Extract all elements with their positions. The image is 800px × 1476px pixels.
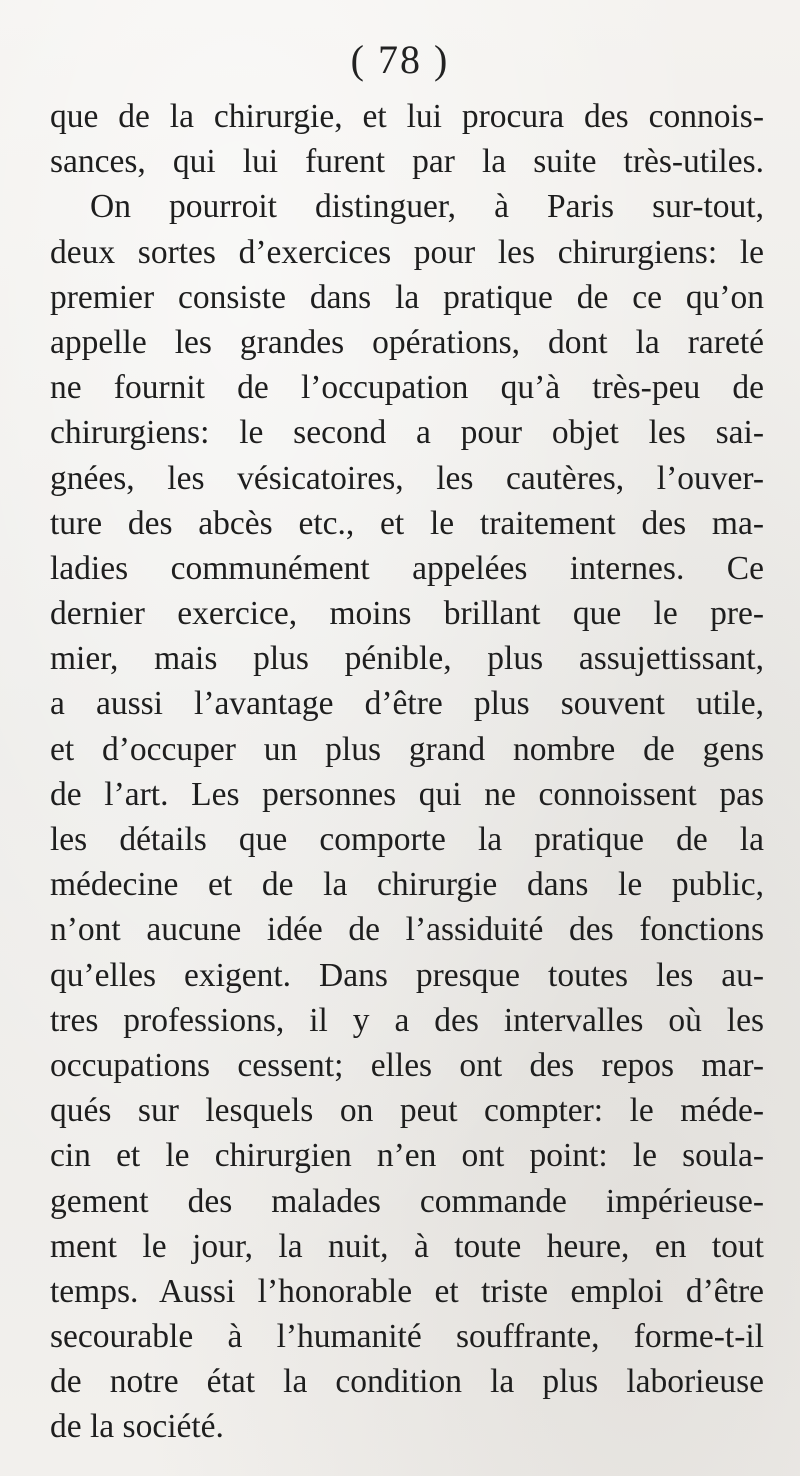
text-line: secourable à l’humanité souffrante, forme-t-il (50, 1318, 764, 1356)
text-line: et d’occuper un plus grand nombre de gens (50, 730, 764, 768)
text-line: de notre état la condition la plus laborieuse (50, 1363, 764, 1401)
text-line: les détails que comporte la pratique de la (50, 821, 764, 858)
text-line: médecine et de la chirurgie dans le public, (50, 866, 764, 904)
text-line: gnées, les vésicatoires, les cautères, l’ouver- (50, 459, 764, 497)
text-line: chirurgiens: le second a pour objet les sai- (50, 414, 764, 452)
text-line: ment le jour, la nuit, à toute heure, en tout (50, 1227, 764, 1265)
text-line: mier, mais plus pénible, plus assujettissant, (50, 640, 764, 678)
text-line: premier consiste dans la pratique de ce qu’on (50, 278, 764, 316)
text-line: qu’elles exigent. Dans presque toutes les au- (50, 956, 764, 994)
text-line: ture des abcès etc., et le traitement des ma- (50, 504, 764, 542)
text-line: ne fournit de l’occupation qu’à très-peu de (50, 369, 764, 407)
text-line: a aussi l’avantage d’être plus souvent utile, (50, 685, 764, 723)
text-line: appelle les grandes opérations, dont la rareté (50, 323, 764, 361)
text-line: temps. Aussi l’honorable et triste emploi d’être (50, 1272, 764, 1310)
text-line: tres professions, il y a des intervalles où les (50, 1001, 764, 1039)
text-line: On pourroit distinguer, à Paris sur-tout, (90, 188, 764, 226)
text-line: de la société. (50, 1408, 224, 1446)
text-line: n’ont aucune idée de l’assiduité des fonctions (50, 911, 764, 949)
text-line: de l’art. Les personnes qui ne connoissent pas (50, 775, 764, 813)
text-line: cin et le chirurgien n’en ont point: le soula- (50, 1137, 764, 1175)
text-line: gement des malades commande impérieuse- (50, 1182, 764, 1220)
page-number: ( 78 ) (350, 37, 450, 82)
text-line: dernier exercice, moins brillant que le pre- (50, 595, 764, 633)
text-line: sances, qui lui furent par la suite très-utiles. (50, 143, 764, 181)
body-text (50, 94, 764, 1450)
text-line: deux sortes d’exercices pour les chirurgiens: le (50, 233, 764, 271)
text-line: occupations cessent; elles ont des repos mar- (50, 1046, 764, 1084)
text-line: qués sur lesquels on peut compter: le méde- (50, 1092, 764, 1130)
text-line: ladies communément appelées internes. Ce (50, 549, 764, 587)
text-line: que de la chirurgie, et lui procura des connois- (50, 98, 764, 135)
